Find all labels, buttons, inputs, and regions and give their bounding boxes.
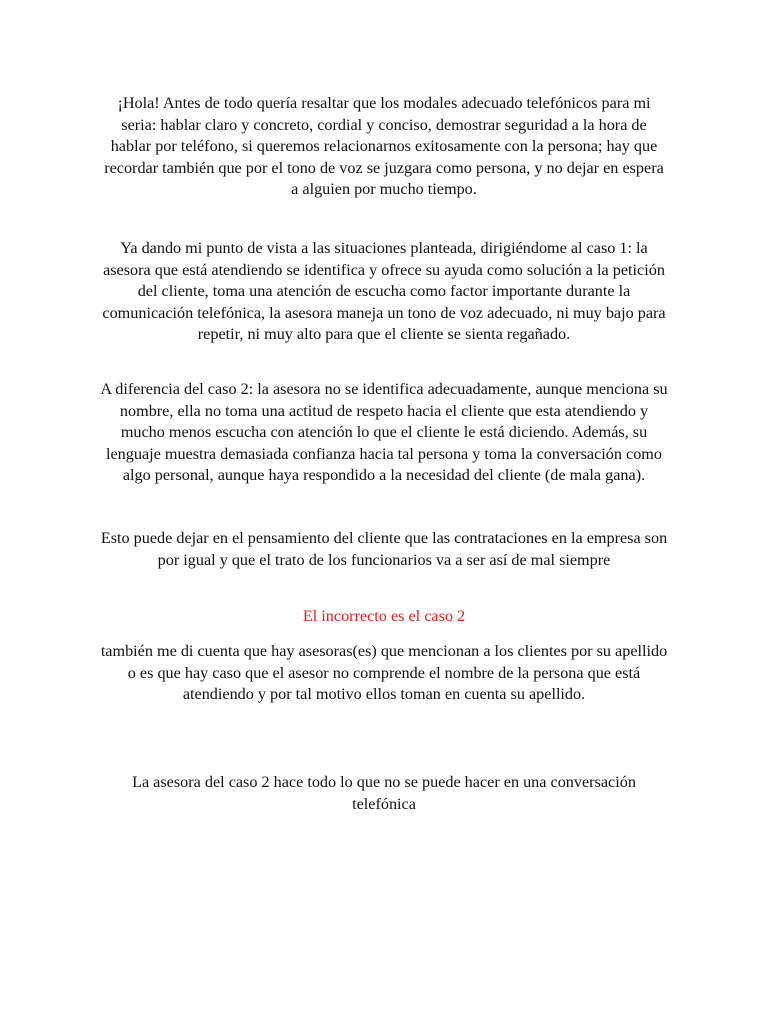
paragraph-consequence: Esto puede dejar en el pensamiento del cliente que las contrataciones en la empresa son por igual y que el trato de los funcionarios va a ser así de mal siempre	[100, 529, 668, 569]
paragraph-conclusion-highlight: El incorrecto es el caso 2	[302, 607, 466, 625]
paragraph-final-remark: La asesora del caso 2 hace todo lo que no se puede hacer en una conversación telefónica	[132, 773, 636, 813]
paragraph-greeting: ¡Hola! Antes de todo quería resaltar que los modales adecuado telefónicos para mi seria: hablar claro y concreto, cordial y conciso, demostrar seguridad a la hora de hablar por teléfono, si queremos relacionarnos exitosamente con la persona; hay que recordar también que por el tono de voz se juzgara como persona, y no dejar en espera a alguien por mucho tiempo.	[104, 94, 664, 199]
paragraph-surname-note: también me di cuenta que hay asesoras(es) que mencionan a los clientes por su apellido o es que hay caso que el asesor no comprende el nombre de la persona que está atendiendo y por tal motivo ellos toman en cuenta su apellido.	[100, 642, 668, 704]
paragraph-case-1: Ya dando mi punto de vista a las situaciones planteada, dirigiéndome al caso 1: la asesora que está atendiendo se identifica y ofrece su ayuda como solución a la petición del cliente, toma una atención de escucha como factor importante durante la comunicación telefónica, la asesora maneja un tono de voz adecuado, ni muy bajo para repetir, ni muy alto para que el cliente se sienta regañado.	[102, 239, 666, 344]
paragraph-case-2: A diferencia del caso 2: la asesora no se identifica adecuadamente, aunque menciona su nombre, ella no toma una actitud de respeto hacia el cliente que esta atendiendo y mucho menos escucha con atención lo que el cliente le está diciendo. Además, su lenguaje muestra demasiada confianza hacia tal persona y toma la conversación como algo personal, aunque haya respondido a la necesidad del cliente (de mala gana).	[100, 380, 668, 485]
